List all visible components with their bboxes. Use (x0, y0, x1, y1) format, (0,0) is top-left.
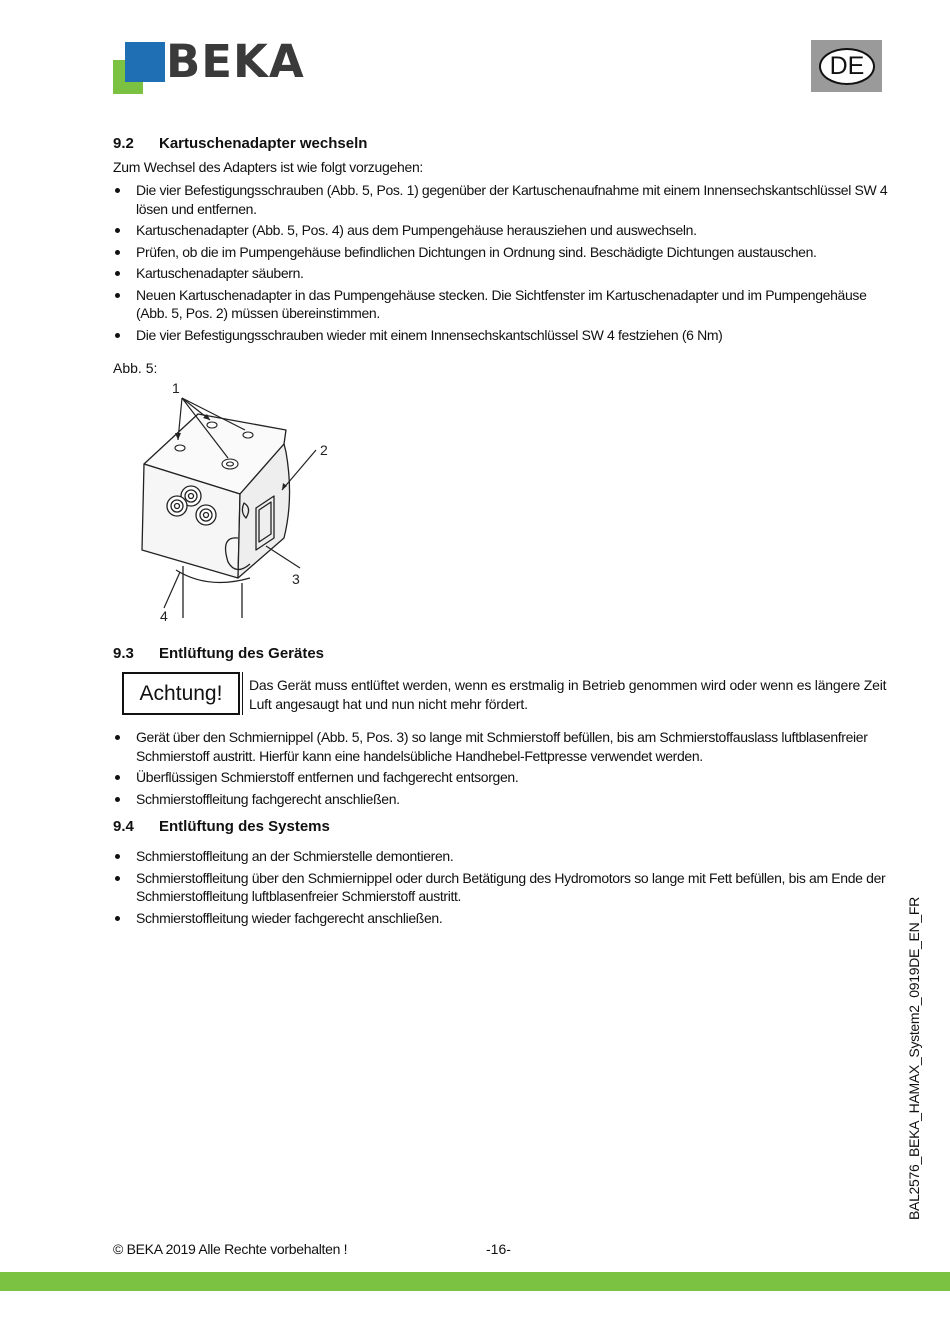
list-item: Schmierstoffleitung über den Schmiernippel oder durch Betätigung des Hydromotors so lange mit Fett befüllen, bis am Ende der Schmierstoffleitung luftblasenfreier Schmierstoff austritt. (113, 869, 888, 906)
list-item: Prüfen, ob die im Pumpengehäuse befindlichen Dichtungen in Ordnung sind. Beschädigte Dichtungen austauschen. (113, 243, 888, 262)
figure-caption: Abb. 5: (113, 360, 158, 376)
warning-divider (242, 672, 243, 715)
section-title: Entlüftung des Gerätes (159, 645, 325, 662)
section-number: 9.2 (113, 135, 134, 152)
section-intro: Zum Wechsel des Adapters ist wie folgt vorzugehen: (113, 159, 424, 175)
document-reference: BAL2576_BEKA_HAMAX_System2_0919DE_EN_FR (906, 897, 922, 1220)
figure-label-2: 2 (320, 442, 328, 458)
logo-wordmark: BEKA (166, 35, 305, 88)
section-heading-9-3 (113, 645, 324, 662)
section-number: 9.3 (113, 645, 134, 662)
language-badge-label: DE (819, 48, 875, 85)
list-item: Kartuschenadapter säubern. (113, 264, 888, 283)
section-heading-9-2 (113, 135, 367, 152)
instruction-list-9-2 (113, 181, 888, 344)
beka-logo (113, 35, 328, 94)
page-number: -16- (486, 1241, 511, 1257)
warning-text: Das Gerät muss entlüftet werden, wenn es erstmalig in Betrieb genommen wird oder wenn es längere Zeit Luft angesaugt hat und nun nicht mehr fördert. (249, 677, 887, 712)
pump-housing-figure (128, 378, 338, 623)
instruction-list-9-4 (113, 847, 888, 927)
figure-label-3: 3 (292, 571, 300, 587)
list-item: Die vier Befestigungsschrauben wieder mit einem Innensechskantschlüssel SW 4 festziehen (6 Nm) (113, 326, 888, 345)
section-title: Kartuschenadapter wechseln (159, 135, 368, 152)
section-title: Entlüftung des Systems (159, 818, 330, 835)
section-heading-9-4 (113, 818, 330, 835)
figure-label-1: 1 (172, 380, 180, 396)
list-item: Kartuschenadapter (Abb. 5, Pos. 4) aus dem Pumpengehäuse herausziehen und auswechseln. (113, 221, 888, 240)
list-item: Schmierstoffleitung fachgerecht anschließen. (113, 790, 888, 809)
figure-label-4: 4 (160, 608, 168, 623)
warning-label-box: Achtung! (122, 672, 240, 715)
instruction-list-9-3 (113, 728, 888, 808)
language-badge (811, 40, 882, 92)
list-item: Die vier Befestigungsschrauben (Abb. 5, Pos. 1) gegenüber der Kartuschenaufnahme mit einem Innensechskantschlüssel SW 4 lösen und entfernen. (113, 181, 888, 218)
list-item: Gerät über den Schmiernippel (Abb. 5, Pos. 3) so lange mit Schmierstoff befüllen, bis am Schmierstoffauslass luftblasenfreier Schmierstoff austritt. Hierfür kann eine handelsübliche Handhebel-Fettpresse verwendet werden. (113, 728, 888, 765)
list-item: Schmierstoffleitung an der Schmierstelle demontieren. (113, 847, 888, 866)
section-number: 9.4 (113, 818, 134, 835)
logo-blue-square (125, 42, 165, 82)
footer-green-bar (0, 1272, 950, 1291)
list-item: Überflüssigen Schmierstoff entfernen und fachgerecht entsorgen. (113, 768, 888, 787)
footer-copyright: © BEKA 2019 Alle Rechte vorbehalten ! (113, 1241, 348, 1257)
list-item: Neuen Kartuschenadapter in das Pumpengehäuse stecken. Die Sichtfenster im Kartuschenadapter und im Pumpengehäuse (Abb. 5, Pos. 2) müssen übereinstimmen. (113, 286, 888, 323)
list-item: Schmierstoffleitung wieder fachgerecht anschließen. (113, 909, 888, 928)
